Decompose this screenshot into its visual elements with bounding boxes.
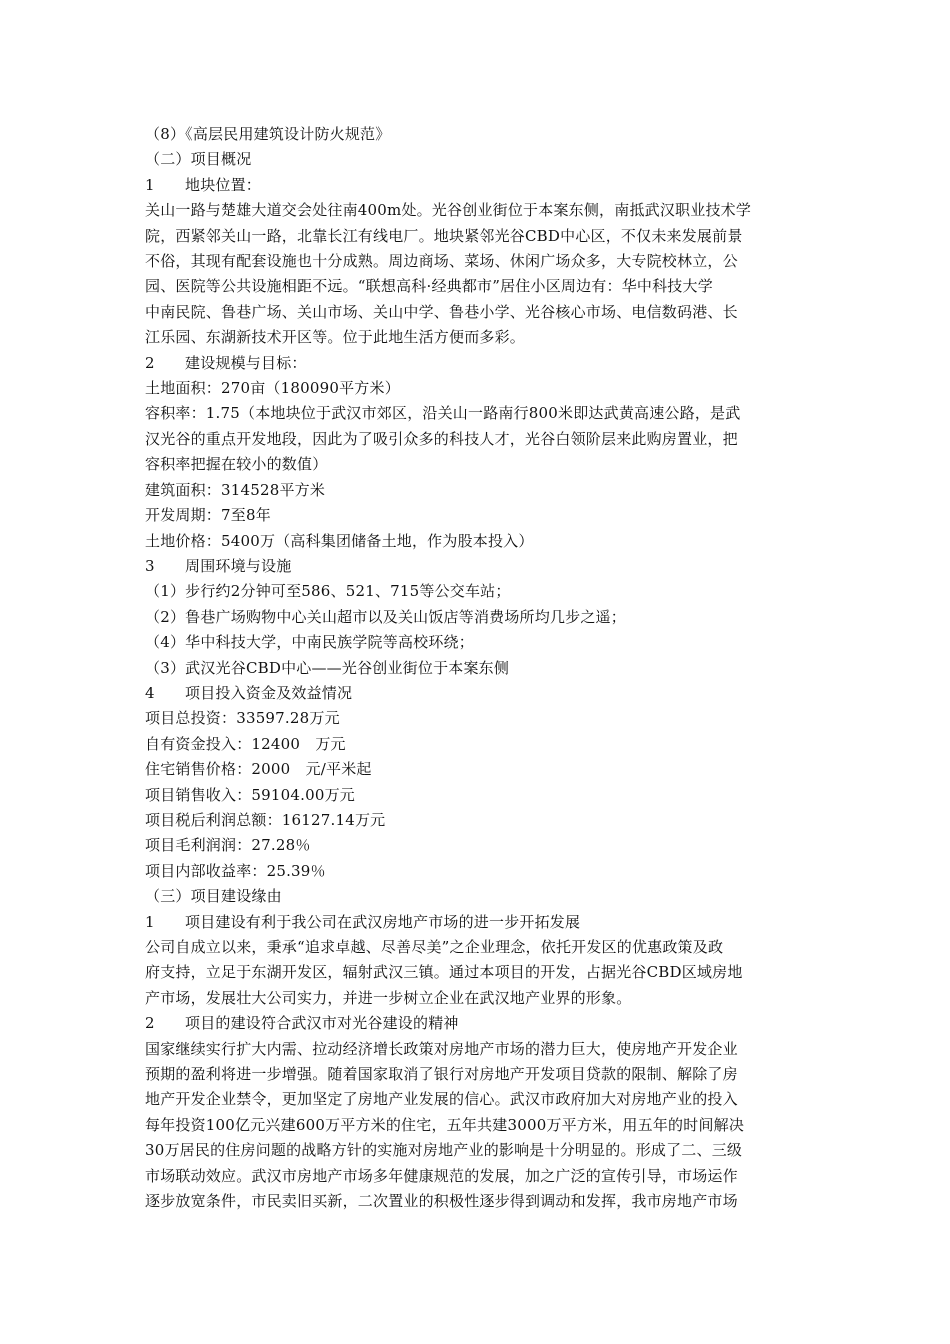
paragraph-line: 江乐园、东湖新技术开区等。位于此地生活方便而多彩。 [145, 328, 526, 347]
finance-after-tax-profit: 项目税后利润总额：16127.14万元 [145, 810, 386, 829]
subheading-location [145, 173, 810, 198]
paragraph-line: 公司自成立以来，秉承“追求卓越、尽善尽美”之企业理念，依托开发区的优惠政策及政 [145, 938, 724, 956]
item-number: 2 [145, 1014, 155, 1033]
finance-irr: 项目内部收益率：25.39％ [145, 861, 326, 880]
environment-item: （4）华中科技大学，中南民族学院等高校环绕； [145, 633, 474, 652]
paragraph-line: 产市场，发展壮大公司实力，并进一步树立企业在武汉地产业界的形象。 [145, 988, 632, 1007]
finance-total-investment: 项目总投资：33597.28万元 [145, 709, 340, 728]
paragraph-line: 预期的盈利将进一步增强。随着国家取消了银行对房地产开发项目贷款的限制、解除了房 [145, 1065, 738, 1084]
paragraph-line: 园、医院等公共设施相距不远。“联想高科·经典都市”居住小区周边有：华中科技大学 [145, 277, 713, 296]
floor-area-ratio-paragraph [145, 401, 810, 477]
paragraph-line: 院，西紧邻关山一路，北靠长江有线电厂。地块紧邻光谷CBD中心区，不仅未来发展前景 [145, 226, 743, 245]
item-number: 2 [145, 353, 155, 372]
item-number: 4 [145, 683, 155, 702]
paragraph-line: 每年投资100亿元兴建600万平方米的住宅，五年共建3000万平方米，用五年的时间解决 [145, 1115, 745, 1134]
paragraph-line: 关山一路与楚雄大道交会处往南400m处。光谷创业街位于本案东侧，南抵武汉职业技术学 [145, 201, 752, 220]
item-title: 周围环境与设施 [185, 556, 292, 575]
paragraph-line: 中南民院、鲁巷广场、关山市场、关山中学、鲁巷小学、光谷核心市场、电信数码港、长 [145, 302, 738, 321]
policy-paragraph [145, 1037, 810, 1215]
reference-item-8: （8）《高层民用建筑设计防火规范》 [145, 125, 391, 143]
finance-own-capital: 自有资金投入：12400 万元 [145, 734, 346, 753]
paragraph-line: 市场联动效应。武汉市房地产市场多年健康规范的发展，加之广泛的宣传引导，市场运作 [145, 1166, 738, 1185]
subheading-scale [145, 351, 810, 376]
subheading-company-expansion [145, 910, 810, 935]
subheading-environment [145, 554, 810, 579]
item-number: 1 [145, 175, 155, 194]
item-number: 3 [145, 556, 155, 575]
paragraph-line: 国家继续实行扩大内需、拉动经济增长政策对房地产市场的潜力巨大，使房地产开发企业 [145, 1039, 738, 1058]
finance-sales-revenue: 项目销售收入：59104.00万元 [145, 785, 355, 804]
paragraph-line: 逐步放宽条件，市民卖旧买新，二次置业的积极性逐步得到调动和发挥，我市房地产市场 [145, 1192, 738, 1211]
environment-item: （1）步行约2分钟可至586、521、715等公交车站； [145, 582, 511, 601]
paragraph-line: 地产开发企业禁令，更加坚定了房地产业发展的信心。武汉市政府加大对房地产业的投入 [145, 1090, 738, 1109]
finance-sale-price: 住宅销售价格：2000 元/平米起 [145, 760, 372, 779]
location-paragraph [145, 198, 810, 350]
section-heading-overview: （二）项目概况 [145, 150, 252, 169]
paragraph-line: 不俗，其现有配套设施也十分成熟。周边商场、菜场、休闲广场众多，大专院校林立，公 [145, 252, 738, 271]
paragraph-line: 容积率：1.75（本地块位于武汉市郊区，沿关山一路南行800米即达武黄高速公路，是武 [145, 404, 741, 423]
company-paragraph [145, 935, 810, 1011]
paragraph-line: 30万居民的住房问题的战略方针的实施对房地产业的影响是十分明显的。形成了二、三级 [145, 1141, 743, 1160]
item-title: 项目建设有利于我公司在武汉房地产市场的进一步开拓发展 [185, 912, 581, 931]
item-title: 项目投入资金及效益情况 [185, 683, 353, 702]
building-area: 建筑面积：314528平方米 [145, 480, 326, 499]
development-period: 开发周期：7至8年 [145, 506, 271, 525]
land-price: 土地价格：5400万（高科集团储备土地，作为股本投入） [145, 531, 534, 550]
item-title: 项目的建设符合武汉市对光谷建设的精神 [185, 1014, 459, 1033]
finance-gross-margin: 项目毛利润润：27.28％ [145, 836, 311, 855]
environment-item: （3）武汉光谷CBD中心——光谷创业街位于本案东侧 [145, 658, 510, 677]
item-number: 1 [145, 912, 155, 931]
environment-item: （2）鲁巷广场购物中心关山超市以及关山饭店等消费场所均几步之遥； [145, 607, 626, 626]
subheading-investment [145, 681, 810, 706]
item-title: 建设规模与目标： [185, 353, 307, 372]
section-heading-rationale: （三）项目建设缘由 [145, 887, 282, 906]
land-area: 土地面积：270亩（180090平方米） [145, 379, 400, 398]
paragraph-line: 容积率把握在较小的数值） [145, 455, 328, 474]
paragraph-line: 府支持，立足于东湖开发区，辐射武汉三镇。通过本项目的开发，占据光谷CBD区域房地 [145, 963, 743, 982]
paragraph-line: 汉光谷的重点开发地段，因此为了吸引众多的科技人才，光谷白领阶层来此购房置业，把 [145, 429, 738, 448]
item-title: 地块位置： [185, 175, 262, 194]
subheading-city-policy [145, 1011, 810, 1036]
document-body [145, 122, 810, 1214]
